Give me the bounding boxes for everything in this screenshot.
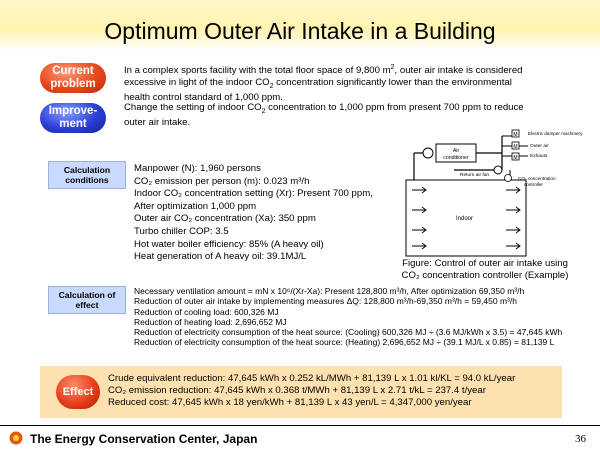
supply-arrow bbox=[412, 207, 426, 213]
calc-conditions-list bbox=[134, 163, 373, 264]
supply-fan-icon bbox=[423, 148, 433, 158]
co2-controller-label-2: controller bbox=[524, 182, 543, 187]
condition-item: Indoor CO₂ concentration setting (Xr): Present 700 ppm, bbox=[134, 188, 373, 200]
eccj-logo-icon bbox=[9, 431, 23, 445]
improvement-label-1: Improve- bbox=[48, 105, 98, 117]
damper-m-label: M bbox=[513, 143, 518, 150]
calc-effect-label-1: Calculation of bbox=[58, 290, 116, 300]
indoor-label: Indoor bbox=[456, 216, 474, 222]
current-problem-badge bbox=[40, 63, 106, 93]
effect-calc-item: Reduction of electricity consumption of the heat source: (Cooling) 600,326 MJ ÷ (3.6 MJ/kWh x 3.5) = 47,645 kWh bbox=[134, 327, 563, 338]
current-problem-label-1: Current bbox=[52, 65, 94, 77]
footer-divider bbox=[0, 425, 600, 426]
damper-m-label: M bbox=[513, 131, 518, 138]
problem-text-a: In a complex sports facility with the total floor space of 9,800 m bbox=[124, 65, 391, 77]
improvement-text bbox=[124, 102, 524, 129]
effect-line: CO₂ emission reduction: 47,645 kWh x 0.368 t/MWh + 81,139 L x 2.71 t/kL = 237.4 t/year bbox=[108, 385, 486, 397]
outer-air-label: Outer air bbox=[530, 144, 549, 149]
calc-effect-label-2: effect bbox=[75, 300, 99, 310]
condition-item: Manpower (N): 1,960 persons bbox=[134, 163, 261, 174]
figure-caption bbox=[378, 258, 592, 281]
exhaust-label: Exhaust bbox=[530, 154, 548, 159]
figure-caption-line-1: Figure: Control of outer air intake using bbox=[402, 258, 568, 269]
figure-caption-line-2: CO₂ concentration controller (Example) bbox=[401, 269, 569, 281]
effect-calc-item: Reduction of cooling load: 600,326 MJ bbox=[134, 306, 279, 317]
supply-arrow bbox=[412, 187, 426, 193]
air-conditioner-label-1: Air bbox=[452, 148, 460, 154]
supply-arrow bbox=[412, 227, 426, 233]
effect-calc-item: Necessary ventilation amount = mN x 10⁶/(Xr-Xa): Present 128,800 m³/h, After optimization 69,350 m³/h bbox=[134, 286, 525, 296]
return-arrow bbox=[506, 243, 520, 249]
current-problem-text bbox=[124, 62, 524, 104]
effect-line: Reduced cost: 47,645 kWh x 18 yen/kWh + 81,139 L x 43 yen/L = 4,347,000 yen/year bbox=[108, 397, 472, 409]
improvement-label-2: ment bbox=[59, 118, 87, 130]
return-fan-icon bbox=[494, 166, 502, 174]
problem-text-c: concentration significantly lower than the environmental health control standard of 1,000 ppm. bbox=[124, 76, 512, 104]
calc-conditions-label-1: Calculation bbox=[63, 165, 111, 175]
problem-text-b: , outer air intake is considered excessive in light of the indoor CO bbox=[124, 65, 523, 88]
effect-line: Crude equivalent reduction: 47,645 kWh x 0.252 kL/MWh + 81,139 L x 1.01 kl/KL = 94.0 kL/year bbox=[108, 373, 516, 384]
outer-air-control-diagram bbox=[378, 126, 598, 266]
damper-m-label: M bbox=[513, 154, 518, 161]
return-air-fan-label: Return air fan bbox=[460, 173, 490, 178]
problem-text-b-sub: 2 bbox=[269, 82, 274, 90]
effect-calc-item: Reduction of outer air intake by implementing measures ΔQ: 128,800 m³/h-69,350 m³/h = 59,450 m³/h bbox=[134, 296, 517, 307]
effect-calc-item: Reduction of electricity consumption of the heat source: (Heating) 2,696,652 MJ ÷ (39.1 MJ/L x 0.85) = 81,139 L bbox=[134, 337, 555, 348]
supply-arrow bbox=[412, 243, 426, 249]
return-arrow bbox=[506, 227, 520, 233]
condition-item: Heat generation of A heavy oil: 39.1MJ/L bbox=[134, 251, 307, 263]
footer-organization: The Energy Conservation Center, Japan bbox=[30, 432, 258, 446]
co2-sensor-icon bbox=[505, 175, 512, 182]
electric-damper-label: Electric damper machinery bbox=[528, 131, 583, 136]
page-title: Optimum Outer Air Intake in a Building bbox=[104, 18, 496, 44]
effect-calc-item: Reduction of heating load: 2,696,652 MJ bbox=[134, 316, 287, 327]
problem-text-a-sup: 2 bbox=[390, 64, 395, 71]
calc-conditions-label bbox=[48, 161, 126, 189]
improvement-text-a-sub: 2 bbox=[261, 107, 266, 115]
calc-conditions-label-2: conditions bbox=[65, 175, 109, 185]
improvement-text-b: concentration to 1,000 ppm from present 700 ppm to reduce outer air intake. bbox=[124, 102, 524, 129]
condition-item: After optimization 1,000 ppm bbox=[134, 200, 257, 212]
improvement-text-a: Change the setting of indoor CO bbox=[124, 102, 262, 113]
calc-effect-label bbox=[48, 286, 126, 314]
air-conditioner-label-2: conditioner bbox=[443, 155, 469, 161]
return-arrow bbox=[506, 207, 520, 213]
condition-item: Turbo chiller COP: 3.5 bbox=[134, 225, 229, 237]
condition-item: Outer air CO₂ concentration (Xa): 350 ppm bbox=[134, 213, 316, 225]
current-problem-label-2: problem bbox=[50, 78, 96, 90]
condition-item: Hot water boiler efficiency: 85% (A heavy oil) bbox=[134, 238, 324, 250]
return-arrow bbox=[506, 187, 520, 193]
effect-text bbox=[108, 373, 515, 410]
effect-panel bbox=[40, 366, 562, 418]
calc-effect-list bbox=[134, 286, 562, 348]
co2-controller-label-1: CO₂ concentration bbox=[518, 176, 556, 181]
improvement-badge bbox=[40, 103, 106, 133]
effect-badge: Effect bbox=[56, 375, 100, 409]
page-number: 36 bbox=[575, 433, 586, 445]
condition-item: CO₂ emission per person (m): 0.023 m³/h bbox=[134, 175, 310, 187]
